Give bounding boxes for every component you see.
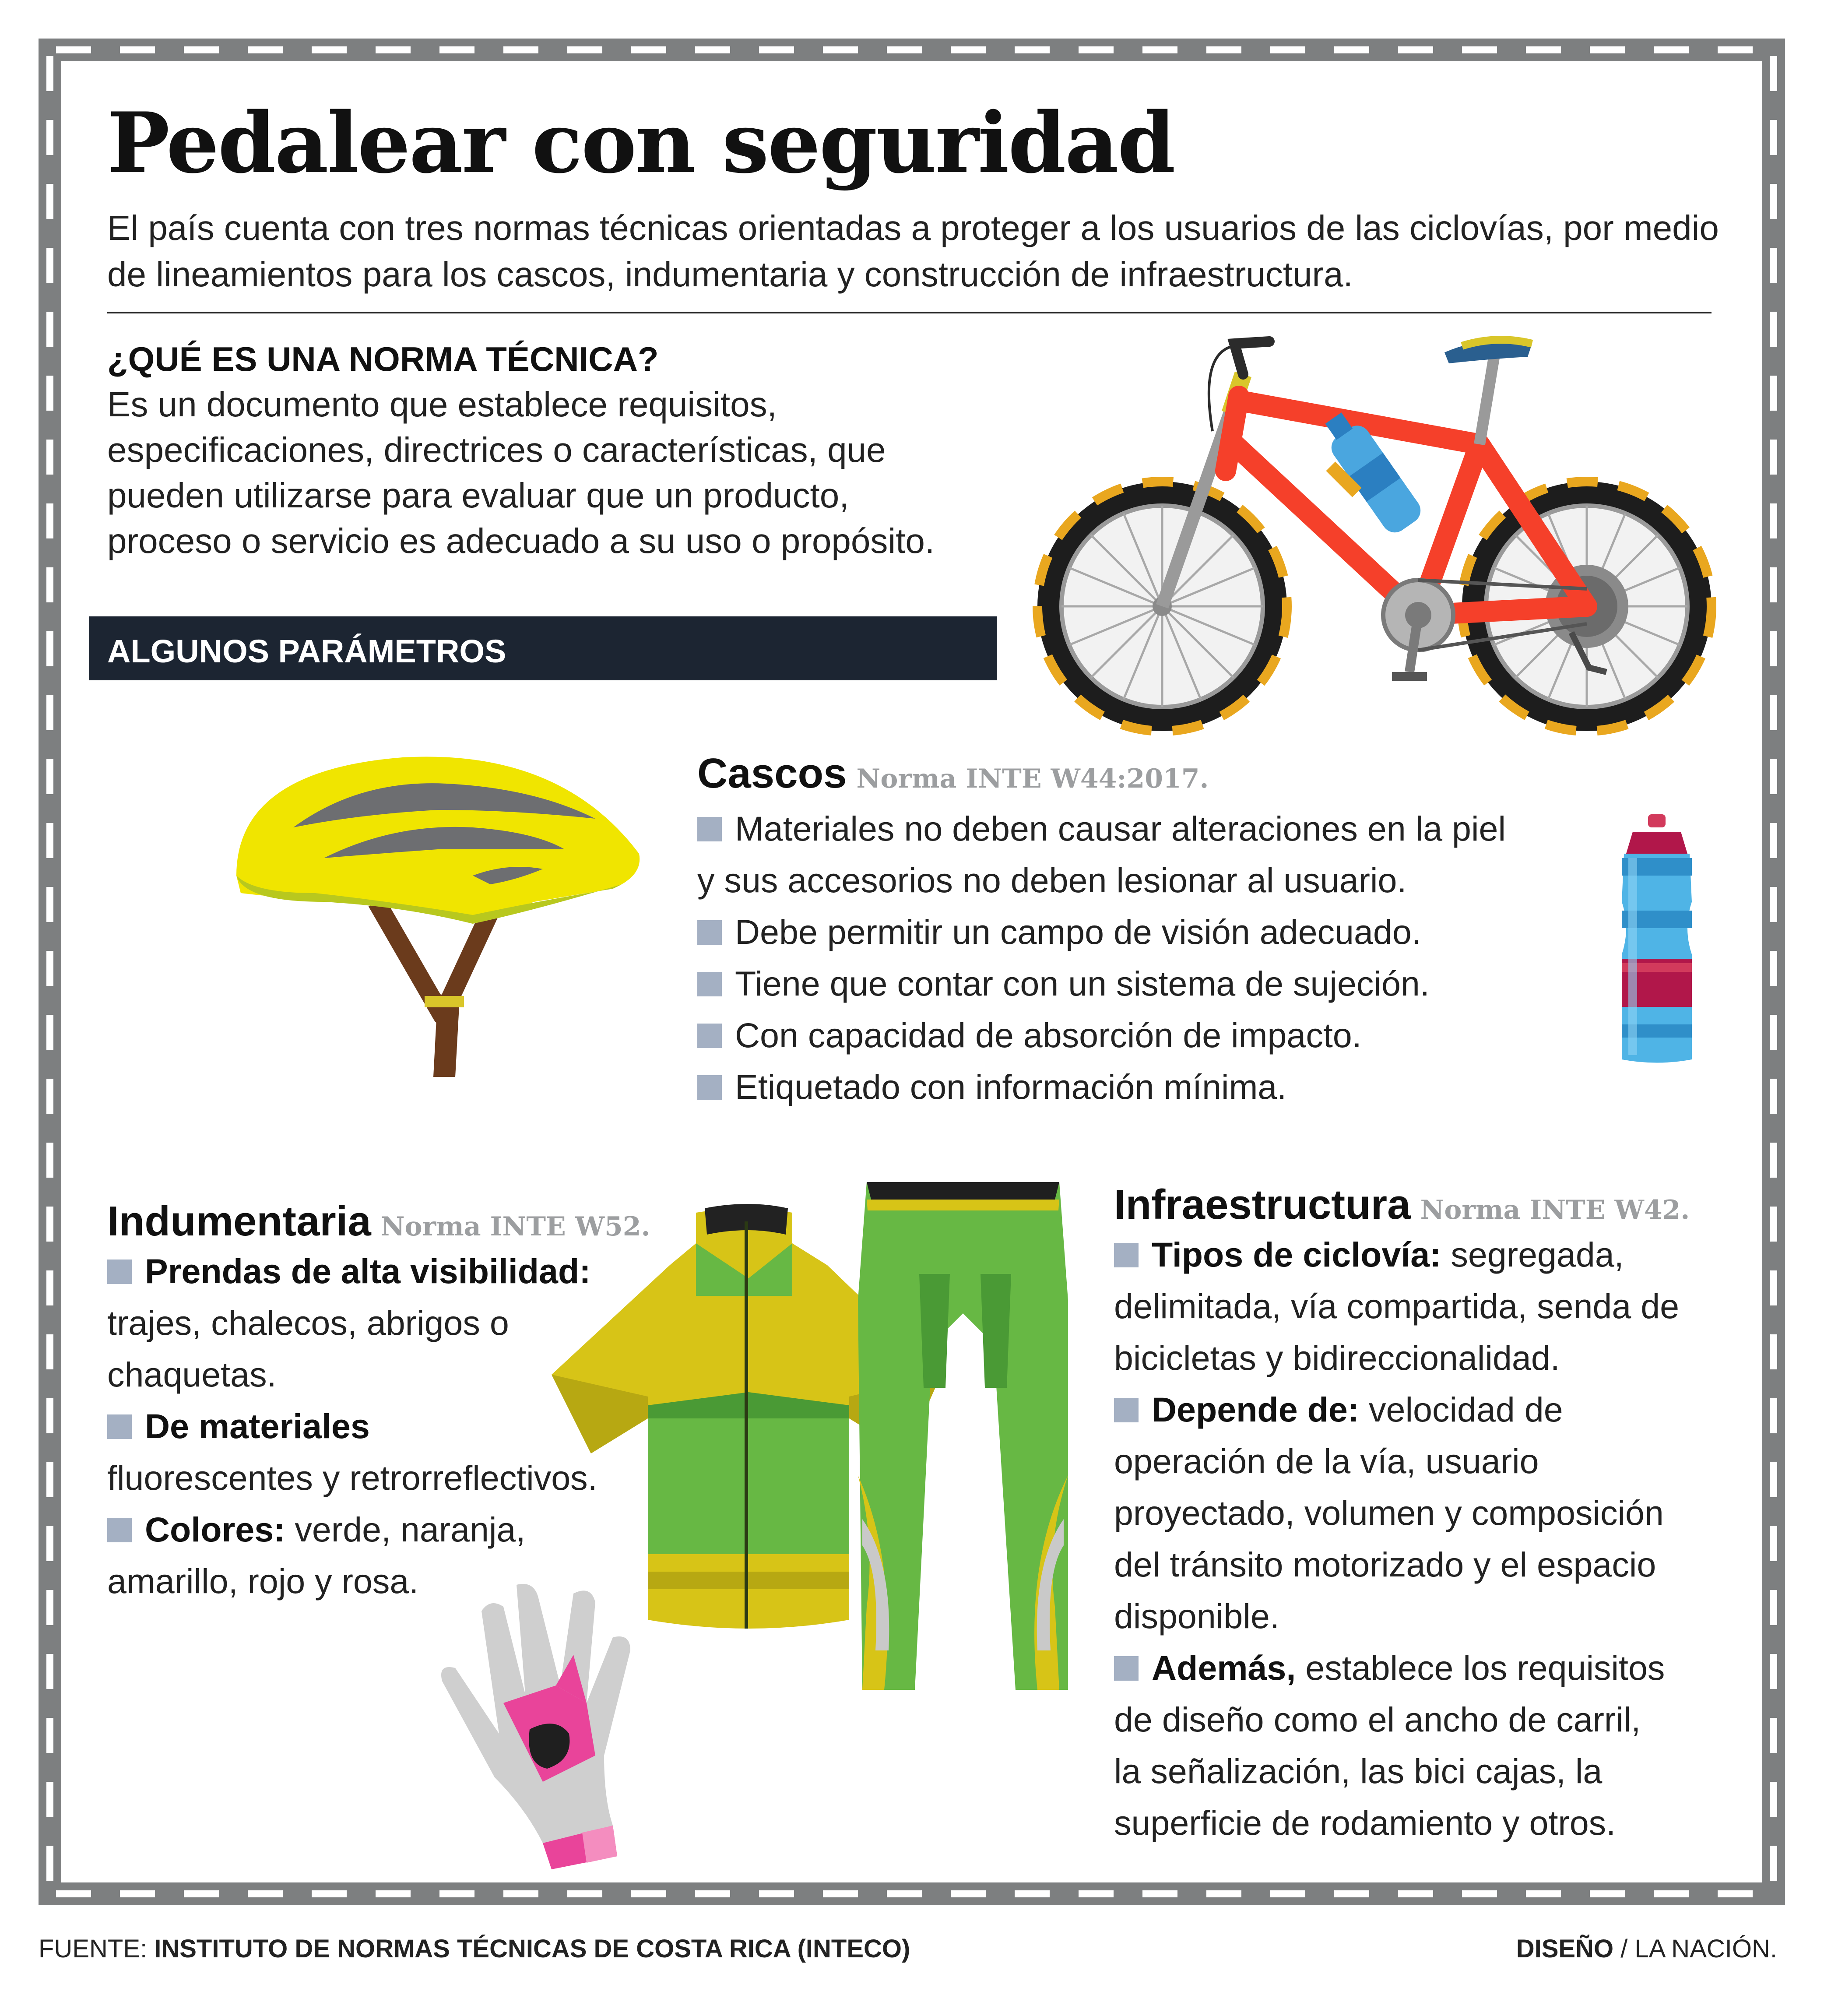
frame-dash [46,1462,53,1497]
frame-dash [46,312,53,347]
frame-dash [46,1398,53,1433]
frame-dash [312,1890,347,1897]
what-is-line: Es un documento que establece requisitos, [107,385,777,424]
frame-dash [1770,1782,1777,1817]
list-item: Con capacidad de absorción de impacto. [697,1010,1506,1061]
frame-dash [46,1654,53,1689]
frame-dash [46,248,53,283]
frame-dash [1770,56,1777,91]
bullet-square [1114,1398,1139,1422]
frame-dash [1770,1207,1777,1242]
list-line: bicicletas y bidireccionalidad. [1114,1338,1560,1377]
indumentaria-list [107,1245,650,1607]
frame-dash [46,503,53,538]
list-line: operación de la vía, usuario [1114,1442,1539,1481]
frame-dash [1770,951,1777,986]
frame-dash [46,376,53,411]
frame-dash [759,46,794,53]
page-title: Pedalear con seguridad [107,94,1174,192]
list-line: disponible. [1114,1597,1279,1636]
frame-dash [1770,1270,1777,1305]
indumentaria-norma: Norma INTE W52. [380,1211,650,1242]
frame-dash [631,1890,666,1897]
frame-dash [46,1207,53,1242]
cascos-title: Cascos [697,750,847,797]
frame-dash [695,1890,730,1897]
frame-dash [46,1334,53,1369]
frame-dash [823,1890,858,1897]
bicycle-icon [1024,326,1725,742]
list-item: Colores: verde, naranja, [107,1504,650,1555]
frame-dash [1654,46,1689,53]
what-is-line: especificaciones, directrices o características, que [107,430,886,469]
frame-dash [567,46,602,53]
frame-dash [1770,1143,1777,1178]
frame-dash [695,46,730,53]
bullet-square [107,1414,132,1439]
frame-dash [1079,1890,1114,1897]
infra-norma: Norma INTE W42. [1420,1195,1690,1225]
frame-dash [439,46,474,53]
what-is-heading: ¿QUÉ ES UNA NORMA TÉCNICA? [107,340,659,378]
indumentaria-heading [107,1197,650,1245]
frame-dash [1770,312,1777,347]
source-credit: FUENTE: INSTITUTO DE NORMAS TÉCNICAS DE COSTA RICA (INTECO) [39,1935,910,1963]
frame-dash [46,1015,53,1050]
bullet-square [697,1024,722,1048]
frame-dash [1770,120,1777,155]
intro-text: El país cuenta con tres normas técnicas orientadas a proteger a los usuarios de las ciclovías, por medio de lineamientos para los cascos, indumentaria y construcción de infraestructura. [107,208,1719,294]
infra-heading [1114,1181,1690,1229]
bullet-square [697,972,722,996]
frame-dash [503,46,538,53]
cascos-heading [697,749,1506,798]
list-line: delimitada, vía compartida, senda de [1114,1287,1680,1326]
helmet-icon [228,744,648,1086]
frame-dash [46,1526,53,1561]
frame-dash [1526,46,1561,53]
list-item: Etiquetado con información mínima. [697,1061,1506,1113]
what-is-line: pueden utilizarse para evaluar que un producto, [107,476,849,515]
frame-dash [1770,1718,1777,1753]
frame-dash [46,1079,53,1114]
frame-dash [1142,46,1177,53]
design-credit: DISEÑO / LA NACIÓN. [1516,1935,1777,1963]
bullet-square [1114,1243,1139,1267]
frame-dash [46,759,53,794]
frame-dash [184,1890,219,1897]
frame-dash [1462,46,1497,53]
infraestructura-section [1114,1181,1690,1849]
bullet-square [697,817,722,841]
frame-dash [951,1890,986,1897]
water-bottle-icon [1615,814,1698,1064]
frame-dash [46,440,53,475]
frame-dash [46,1270,53,1305]
list-item: Materiales no deben causar alteraciones en la piel [697,803,1506,855]
list-line: chaquetas. [107,1355,277,1394]
frame-dash [46,184,53,219]
divider [107,312,1712,313]
frame-dash [567,1890,602,1897]
frame-dash [1770,1846,1777,1881]
frame-dash [1770,1079,1777,1114]
frame-dash [1398,46,1433,53]
pants-icon [849,1169,1077,1699]
frame-dash [1770,1334,1777,1369]
frame-dash [56,1890,91,1897]
frame-dash [1770,440,1777,475]
frame-dash [951,46,986,53]
frame-dash [887,46,922,53]
frame-dash [120,1890,155,1897]
frame-dash [248,1890,283,1897]
frame-dash [46,887,53,922]
frame-dash [1770,1526,1777,1561]
bullet-square [697,920,722,945]
banner-label: ALGUNOS PARÁMETROS [107,633,506,669]
frame-dash [46,631,53,666]
frame-dash [1770,184,1777,219]
frame-dash [312,46,347,53]
list-line: proyectado, volumen y composición [1114,1493,1664,1532]
list-item: y sus accesorios no deben lesionar al usuario. [697,861,1407,900]
frame-dash [1770,248,1777,283]
list-line: la señalización, las bici cajas, la [1114,1752,1603,1791]
frame-dash [1015,1890,1050,1897]
list-line: fluorescentes y retrorreflectivos. [107,1458,597,1497]
frame-dash [1206,1890,1241,1897]
frame-dash [1770,631,1777,666]
indumentaria-title: Indumentaria [107,1198,371,1245]
frame-dash [1590,1890,1625,1897]
frame-dash [1526,1890,1561,1897]
frame-dash [1462,1890,1497,1897]
infra-title: Infraestructura [1114,1181,1411,1228]
frame-dash [46,1590,53,1625]
frame-dash [1270,1890,1305,1897]
frame-dash [823,46,858,53]
frame-dash [184,46,219,53]
frame-dash [1718,1890,1753,1897]
frame-dash [1770,823,1777,858]
cascos-list [697,803,1506,1113]
frame-dash [1770,695,1777,730]
frame-dash [1770,759,1777,794]
frame-dash [1590,46,1625,53]
list-item: Tipos de ciclovía: segregada, [1114,1229,1690,1281]
frame-dash [1770,1398,1777,1433]
list-item: Prendas de alta visibilidad: [107,1245,650,1297]
list-line: del tránsito motorizado y el espacio [1114,1545,1656,1584]
frame-dash [120,46,155,53]
frame-dash [248,46,283,53]
frame-dash [1770,1462,1777,1497]
frame-dash [1770,567,1777,602]
cascos-norma: Norma INTE W44:2017. [856,763,1209,794]
frame-dash [376,46,411,53]
frame-dash [1770,1590,1777,1625]
frame-dash [46,567,53,602]
infra-list [1114,1229,1690,1849]
bullet-square [107,1518,132,1542]
list-line: superficie de rodamiento y otros. [1114,1803,1616,1842]
frame-dash [46,1846,53,1881]
frame-dash [46,823,53,858]
list-line: trajes, chalecos, abrigos o [107,1303,509,1342]
frame-dash [1334,46,1369,53]
list-item: Depende de: velocidad de [1114,1384,1690,1435]
frame-dash [1718,46,1753,53]
frame-dash [56,46,91,53]
frame-dash [1334,1890,1369,1897]
list-item: Tiene que contar con un sistema de sujeción. [697,958,1506,1010]
bullet-square [1114,1656,1139,1681]
frame-dash [1770,376,1777,411]
glove-icon [429,1572,648,1865]
frame-dash [1206,46,1241,53]
list-line: amarillo, rojo y rosa. [107,1562,419,1601]
frame-dash [439,1890,474,1897]
frame-dash [46,951,53,986]
indumentaria-section [107,1197,650,1607]
frame-dash [376,1890,411,1897]
frame-dash [1270,46,1305,53]
frame-dash [1079,46,1114,53]
frame-dash [759,1890,794,1897]
frame-dash [46,1143,53,1178]
frame-dash [1142,1890,1177,1897]
list-line: de diseño como el ancho de carril, [1114,1700,1641,1739]
frame-dash [631,46,666,53]
list-item: De materiales [107,1400,650,1452]
frame-dash [46,695,53,730]
what-is-body [107,382,1048,564]
bullet-square [697,1075,722,1100]
cascos-section [697,749,1506,1113]
frame-dash [1015,46,1050,53]
list-item: Además, establece los requisitos [1114,1642,1690,1694]
frame-dash [887,1890,922,1897]
list-item: Debe permitir un campo de visión adecuado. [697,906,1506,958]
bullet-square [107,1260,132,1284]
frame-dash [503,1890,538,1897]
parameters-banner [89,616,997,680]
frame-dash [46,1718,53,1753]
what-is-line: proceso o servicio es adecuado a su uso o propósito. [107,521,935,560]
frame-dash [46,120,53,155]
frame-dash [1770,1015,1777,1050]
frame-dash [46,56,53,91]
frame-dash [1770,503,1777,538]
frame-dash [1770,1654,1777,1689]
frame-dash [1770,887,1777,922]
frame-dash [1654,1890,1689,1897]
frame-dash [1398,1890,1433,1897]
frame-dash [46,1782,53,1817]
